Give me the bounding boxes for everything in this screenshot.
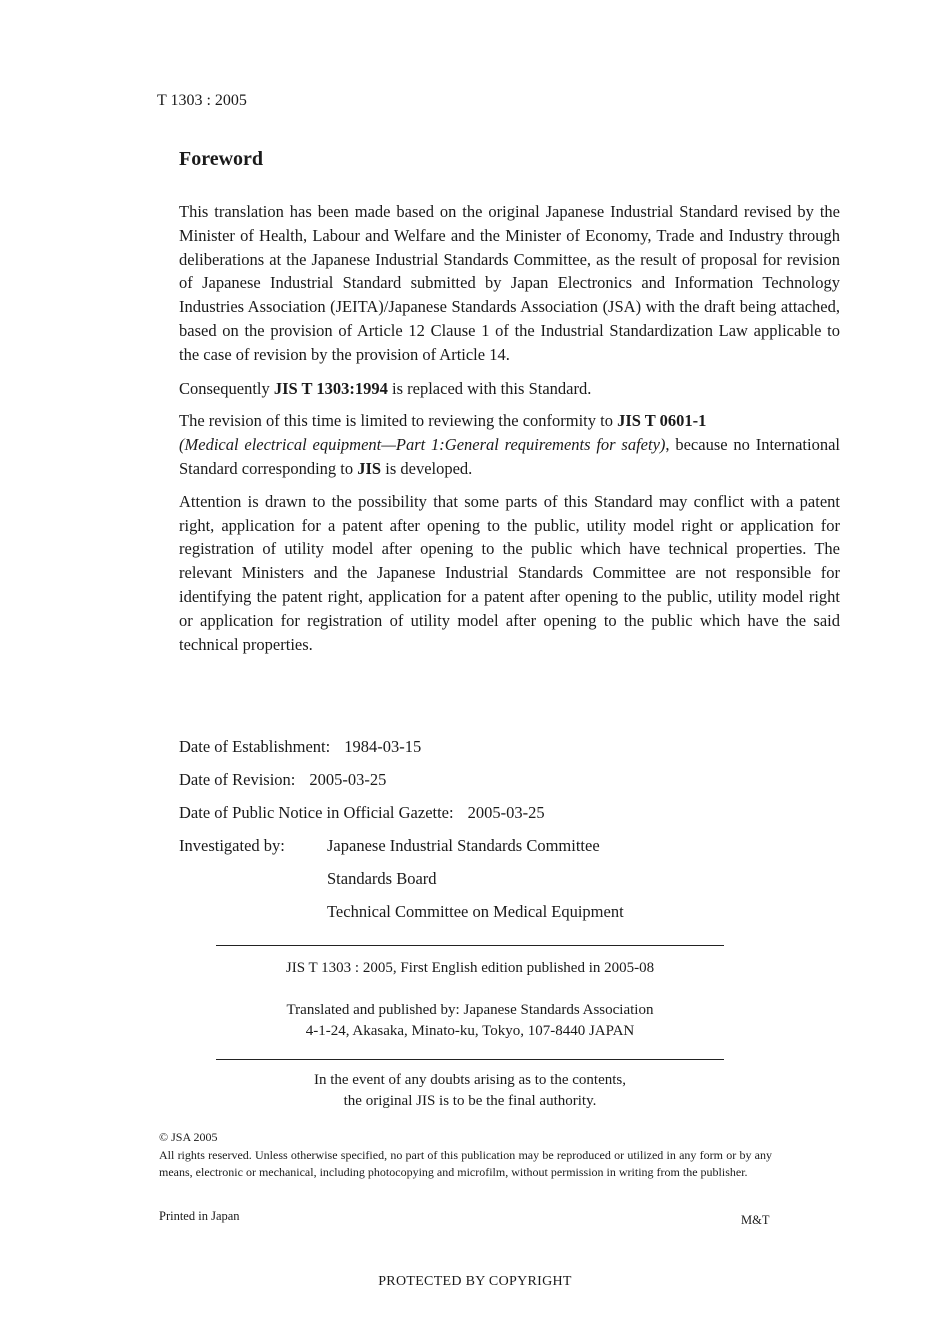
p3-pre: The revision of this time is limited to reviewing the conformity to xyxy=(179,411,618,431)
establishment-label: Date of Establishment: xyxy=(179,737,331,756)
investigated-label: Investigated by: xyxy=(179,836,285,855)
replaced-standard: JIS T 1303:1994 xyxy=(273,378,388,398)
copyright-notice: © JSA 2005 xyxy=(159,1130,218,1144)
notice-value: 2005-03-25 xyxy=(467,803,545,822)
dates-block xyxy=(179,737,624,935)
publisher-address: 4-1-24, Akasaka, Minato-ku, Tokyo, 107-8440 JAPAN xyxy=(305,1023,635,1039)
copyright-text: All rights reserved. Unless otherwise specified, no part of this publication may be reproduced or utilized in any form or by any means, electronic or mechanical, including photocopying and microfilm, without permission in writing from the publisher. xyxy=(159,1147,772,1179)
p2-post: is replaced with this Standard. xyxy=(387,378,592,398)
investigated-line-1: Japanese Industrial Standards Committee xyxy=(327,836,600,855)
publisher-block xyxy=(216,1000,724,1042)
copyright-block xyxy=(159,1129,772,1182)
establishment-row xyxy=(179,737,624,770)
foreword-body xyxy=(179,200,840,665)
paragraph-patent-notice: Attention is drawn to the possibility that some parts of this Standard may conflict with a patent right, application for a patent after opening to the public, utility model right or application for registration of utility model after opening to the public which have technical properties. The relevant Ministers and the Japanese Industrial Standards Committee are not responsible for identifying the patent right, application for a patent after opening to the public, utility model right or application for registration of utility model after opening to the public which have the said technical properties. xyxy=(179,491,840,654)
investigated-line-2: Standards Board xyxy=(327,869,437,888)
establishment-value: 1984-03-15 xyxy=(344,737,422,756)
paragraph-replacement xyxy=(179,377,840,401)
p2-pre: Consequently xyxy=(179,378,274,398)
publisher-line-1: Translated and published by: Japanese Standards Association xyxy=(286,1002,654,1018)
revision-value: 2005-03-25 xyxy=(309,770,387,789)
standard-title: (Medical electrical equipment—Part 1:General requirements for safety) xyxy=(179,435,666,455)
divider-bottom xyxy=(216,1059,724,1060)
p3-mid: , because no International Standard corresponding to xyxy=(179,435,840,478)
authority-line-2: the original JIS is to be the final authority. xyxy=(343,1093,597,1109)
document-code: T 1303 : 2005 xyxy=(157,92,247,109)
revision-label: Date of Revision: xyxy=(179,770,296,789)
revision-row xyxy=(179,770,624,803)
page-title: Foreword xyxy=(179,148,264,170)
p3-post: is developed. xyxy=(381,458,473,478)
authority-line-1: In the event of any doubts arising as to the contents, xyxy=(313,1072,626,1088)
notice-row xyxy=(179,803,624,836)
jis-term: JIS xyxy=(357,458,382,478)
paragraph-revision-scope xyxy=(179,409,840,480)
edition-line: JIS T 1303 : 2005, First English edition published in 2005-08 xyxy=(285,960,655,976)
divider-top xyxy=(216,945,724,946)
conformity-standard: JIS T 0601-1 xyxy=(617,411,707,431)
printed-in: Printed in Japan xyxy=(159,1209,240,1223)
printer-mark: M&T xyxy=(741,1213,770,1227)
investigated-line-3: Technical Committee on Medical Equipment xyxy=(327,902,624,921)
investigated-row xyxy=(179,836,624,869)
authority-note xyxy=(216,1070,724,1112)
notice-label: Date of Public Notice in Official Gazette: xyxy=(179,803,454,822)
paragraph-translation-basis: This translation has been made based on the original Japanese Industrial Standard revised by the Minister of Health, Labour and Welfare and the Minister of Economy, Trade and Industry through deliberations at the Japanese Industrial Standards Committee, as the result of proposal for revision of Japanese Industrial Standard submitted by Japan Electronics and Information Technology Industries Association (JEITA)/Japanese Standards Association (JSA) with the draft being attached, based on the provision of Article 12 Clause 1 of the Industrial Standardization Law applicable to the case of revision by the provision of Article 14. xyxy=(179,202,840,364)
copyright-footer: PROTECTED BY COPYRIGHT xyxy=(378,1274,572,1289)
